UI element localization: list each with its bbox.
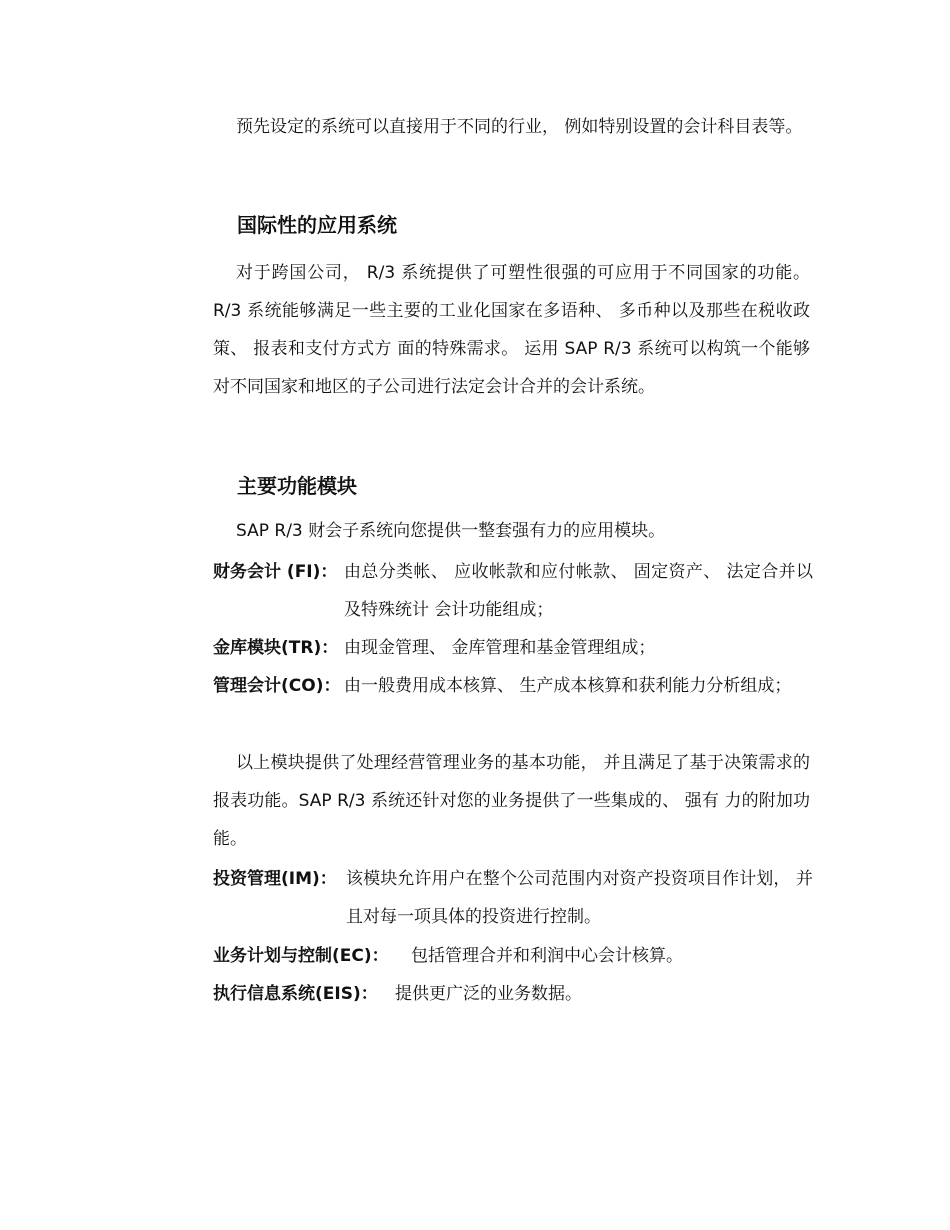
module-description: 由现金管理、 金库管理和基金管理组成； — [344, 638, 656, 658]
international-paragraph: 对于跨国公司， R/3 系统提供了可塑性很强的可应用于不同国家的功能。 R/3 系统能够满足一些主要的工业化国家在多语种、 多币种以及那些在税收政策、 报表和支付方式方 面的特殊需求。 运用 SAP R/3 系统可以构筑一个能够对不同国家和地区的子公司进行法定会计合并的会计系统。 — [213, 263, 810, 397]
module-description: 由一般费用成本核算、 生产成本核算和获利能力分析组成； — [344, 676, 792, 696]
extra-module-ec — [213, 937, 813, 975]
module-description: 由总分类帐、 应收帐款和应付帐款、 固定资产、 法定合并以及特殊统计 会计功能组成； — [344, 562, 813, 620]
module-label: 财务会计 (FI)： — [213, 562, 338, 582]
module-description: 包括管理合并和利润中心会计核算。 — [411, 946, 683, 966]
section-heading-modules: 主要功能模块 — [237, 474, 357, 498]
module-item-tr — [213, 629, 813, 667]
modules-summary-paragraph: 以上模块提供了处理经营管理业务的基本功能， 并且满足了基于决策需求的报表功能。SAP R/3 系统还针对您的业务提供了一些集成的、 强有 力的附加功能。 — [213, 753, 810, 849]
module-label: 金库模块(TR)： — [213, 638, 339, 658]
intro-paragraph: 预先设定的系统可以直接用于不同的行业， 例如特别设置的会计科目表等。 — [236, 117, 803, 137]
module-item-fi — [213, 553, 813, 629]
module-label: 执行信息系统(EIS)： — [213, 984, 378, 1004]
section-heading-international: 国际性的应用系统 — [237, 213, 397, 237]
module-label: 管理会计(CO)： — [213, 676, 341, 696]
extra-module-eis — [213, 975, 813, 1013]
module-item-co — [213, 667, 813, 743]
module-description: 提供更广泛的业务数据。 — [395, 984, 582, 1004]
modules-intro-paragraph: SAP R/3 财会子系统向您提供一整套强有力的应用模块。 — [236, 521, 666, 541]
module-description: 该模块允许用户在整个公司范围内对资产投资项目作计划， 并且对每一项具体的投资进行控制。 — [346, 869, 813, 927]
module-label: 投资管理(IM)： — [213, 869, 337, 889]
module-label: 业务计划与控制(EC)： — [213, 946, 389, 966]
extra-module-im — [213, 860, 813, 936]
